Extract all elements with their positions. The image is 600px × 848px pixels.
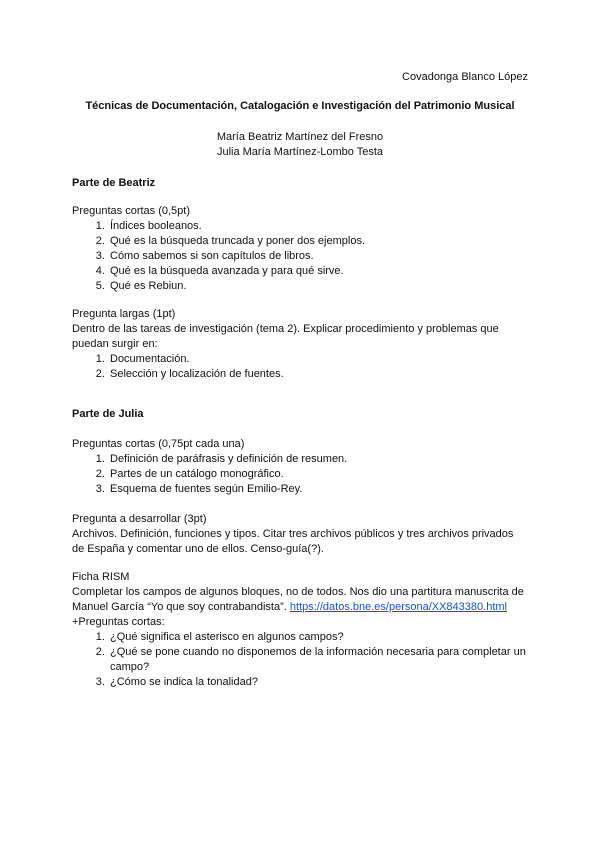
list-item: 3. Cómo sabemos si son capítulos de libros.	[108, 249, 528, 264]
author-name: Covadonga Blanco López	[402, 71, 528, 83]
beatriz-heading: Parte de Beatriz	[72, 177, 156, 189]
julia-develop-block	[72, 512, 528, 557]
list-item: 1. ¿Qué significa el asterisco en algunos campos?	[108, 630, 528, 645]
rism-title: Ficha RISM	[72, 571, 130, 583]
beatriz-long-list	[72, 352, 528, 382]
julia-short-list	[72, 452, 528, 497]
list-item: 3. Esquema de fuentes según Emilio-Rey.	[108, 482, 528, 497]
beatriz-heading-block	[72, 176, 528, 191]
teachers-block	[72, 130, 528, 160]
beatriz-short-list	[72, 219, 528, 294]
beatriz-long-text: Dentro de las tareas de investigación (tema 2). Explicar procedimiento y problemas que puedan surgir en:	[72, 323, 499, 350]
julia-develop-title: Pregunta a desarrollar (3pt)	[72, 513, 207, 525]
list-item: 1. Definición de paráfrasis y definición de resumen.	[108, 452, 528, 467]
beatriz-long-title: Pregunta largas (1pt)	[72, 308, 176, 320]
list-item: 5. Qué es Rebiun.	[108, 279, 528, 294]
list-item: 4. Qué es la búsqueda avanzada y para qué sirve.	[108, 264, 528, 279]
list-item: 3. ¿Cómo se indica la tonalidad?	[108, 675, 528, 690]
rism-text-paragraph	[72, 585, 528, 615]
beatriz-short-title: Preguntas cortas (0,5pt)	[72, 205, 191, 217]
rism-text: Completar los campos de algunos bloques, no de todos. Nos dio una partitura manuscrita de Manuel García “Yo que soy contrabandista”.	[72, 586, 524, 613]
rism-link[interactable]: https://datos.bne.es/persona/XX843380.html	[289, 601, 507, 613]
rism-list	[72, 630, 528, 690]
julia-heading: Parte de Julia	[72, 408, 144, 420]
julia-develop-text: Archivos. Definición, funciones y tipos. Citar tres archivos públicos y tres archivos privados de España y comentar uno de ellos. Censo-guía(?).	[72, 528, 514, 555]
list-item: 1. Índices booleanos.	[108, 219, 528, 234]
rism-block	[72, 570, 528, 690]
beatriz-short-block	[72, 204, 528, 294]
rism-more-questions: +Preguntas cortas:	[72, 616, 165, 628]
beatriz-long-block	[72, 307, 528, 382]
list-item: 2. Partes de un catálogo monográfico.	[108, 467, 528, 482]
teacher-2: Julia María Martínez-Lombo Testa	[216, 146, 384, 158]
list-item: 2. ¿Qué se pone cuando no disponemos de la información necesaria para completar un campo?	[108, 645, 528, 675]
list-item: 2. Selección y localización de fuentes.	[108, 367, 528, 382]
list-item: 2. Qué es la búsqueda truncada y poner dos ejemplos.	[108, 234, 528, 249]
julia-heading-block	[72, 407, 528, 422]
teacher-1: María Beatriz Martínez del Fresno	[216, 131, 384, 143]
julia-short-title: Preguntas cortas (0,75pt cada una)	[72, 438, 245, 450]
document-title: Técnicas de Documentación, Catalogación e Investigación del Patrimonio Musical	[85, 100, 515, 112]
list-item: 1. Documentación.	[108, 352, 528, 367]
julia-short-block	[72, 437, 528, 497]
